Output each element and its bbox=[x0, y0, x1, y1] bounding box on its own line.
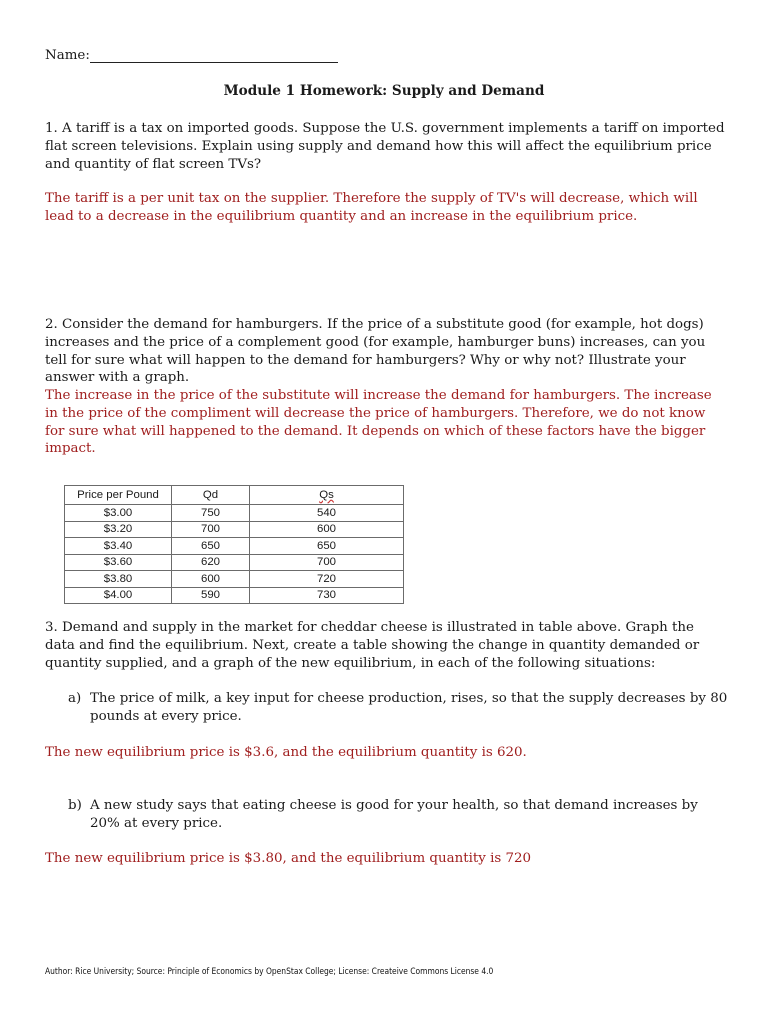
cell-price: $3.60 bbox=[65, 554, 172, 571]
cell-price: $3.40 bbox=[65, 538, 172, 555]
cell-qs: 600 bbox=[250, 521, 404, 538]
answer-3b: The new equilibrium price is $3.80, and the equilibrium quantity is 720 bbox=[45, 851, 532, 866]
cheese-market-table bbox=[64, 485, 404, 604]
cell-price: $3.00 bbox=[65, 505, 172, 522]
cell-qs: 730 bbox=[250, 587, 404, 604]
name-label: Name: bbox=[45, 48, 90, 63]
question-3b bbox=[68, 797, 728, 833]
table-row bbox=[65, 505, 404, 522]
cell-qd: 590 bbox=[172, 587, 250, 604]
header-price: Price per Pound bbox=[65, 486, 172, 505]
question-3b-text: A new study says that eating cheese is good for your health, so that demand increases by 20% at every price. bbox=[90, 798, 698, 831]
table-row bbox=[65, 554, 404, 571]
header-qs: Qs bbox=[250, 486, 404, 505]
cell-qd: 700 bbox=[172, 521, 250, 538]
table-row bbox=[65, 571, 404, 588]
question-2: 2. Consider the demand for hamburgers. If the price of a substitute good (for example, hot dogs) increases and the price of a complement good (for example, hamburger buns) increases, can you tell for sure what will happen to the demand for hamburgers? Why or why not? Illustrate your answer with a graph. bbox=[45, 317, 706, 386]
cell-qs: 650 bbox=[250, 538, 404, 555]
cell-qs: 720 bbox=[250, 571, 404, 588]
table-header-row bbox=[65, 486, 404, 505]
answer-3a: The new equilibrium price is $3.6, and the equilibrium quantity is 620. bbox=[45, 745, 527, 760]
cell-qd: 750 bbox=[172, 505, 250, 522]
cell-price: $3.20 bbox=[65, 521, 172, 538]
cell-qd: 600 bbox=[172, 571, 250, 588]
question-3: 3. Demand and supply in the market for cheddar cheese is illustrated in table above. Graph the data and find the equilibrium. Next, create a table showing the change in quantity demanded or quantity supplied, and a graph of the new equilibrium, in each of the following situations: bbox=[45, 620, 700, 671]
cell-qd: 620 bbox=[172, 554, 250, 571]
table-row bbox=[65, 538, 404, 555]
header-qd: Qd bbox=[172, 486, 250, 505]
answer-2: The increase in the price of the substitute will increase the demand for hamburgers. The increase in the price of the compliment will decrease the price of hamburgers. Therefore, we do not know for sure what will happened to the demand. It depends on which of these factors have the bigger impact. bbox=[45, 388, 712, 457]
question-1: 1. A tariff is a tax on imported goods. Suppose the U.S. government implements a tariff on imported flat screen televisions. Explain using supply and demand how this will affect the equilibrium price and quantity of flat screen TVs? bbox=[45, 121, 725, 172]
table-row bbox=[65, 587, 404, 604]
cell-qs: 700 bbox=[250, 554, 404, 571]
question-3a-text: The price of milk, a key input for cheese production, rises, so that the supply decreases by 80 pounds at every price. bbox=[90, 691, 728, 724]
footer-attribution: Author: Rice University; Source: Principle of Economics by OpenStax College; License: Createive Commons License 4.0 bbox=[45, 966, 494, 976]
answer-1: The tariff is a per unit tax on the supplier. Therefore the supply of TV's will decrease, which will lead to a decrease in the equilibrium quantity and an increase in the equilibrium price. bbox=[45, 191, 698, 224]
cell-price: $4.00 bbox=[65, 587, 172, 604]
page-title: Module 1 Homework: Supply and Demand bbox=[223, 83, 545, 99]
table-row bbox=[65, 521, 404, 538]
cell-price: $3.80 bbox=[65, 571, 172, 588]
cell-qs: 540 bbox=[250, 505, 404, 522]
question-3a bbox=[68, 690, 728, 726]
name-underline bbox=[90, 62, 338, 63]
question-3a-label: a) bbox=[68, 691, 82, 706]
cell-qd: 650 bbox=[172, 538, 250, 555]
question-3b-label: b) bbox=[68, 798, 82, 813]
